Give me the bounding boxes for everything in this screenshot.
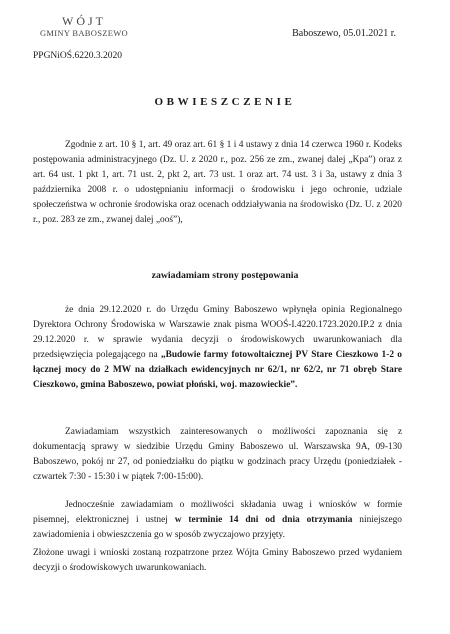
announcement-line: zawiadamiam strony postępowania	[151, 270, 299, 281]
place-and-date: Baboszewo, 05.01.2021 r.	[292, 28, 396, 39]
comments-text-end: niniejszego zawiadomienia i obwieszczenia go w sposób zwyczajowo przyjęty.	[33, 515, 402, 540]
legal-basis-paragraph: Zgodnie z art. 10 § 1, art. 49 oraz art. 61 § 1 i 4 ustawy z dnia 14 czerwca 1960 r. Kodeks postępowania administracyjnego (Dz. U. z 2020 r., poz. 256 ze zm., zwanej dalej „Kpa”) oraz z art. 64 ust. 1 pkt 1, art. 71 ust. 2, pkt 2, art. 73 ust. 1 oraz art. 74 ust. 3 i 3a, ustawy z dnia 3 października 2008 r. o udostępnianiu informacji o środowisku i jego ochronie, udziale społeczeństwa w ochronie środowiska oraz ocenach oddziaływania na środowisko (Dz. U. z 2020 r., poz. 283 ze zm., zwanej dalej „ooś”),	[33, 140, 402, 225]
review-paragraph: Złożone uwagi i wnioski zostaną rozpatrzone przez Wójta Gminy Baboszewo przed wydaniem decyzji o środowiskowych uwarunkowaniach.	[33, 548, 402, 573]
document-title: OBWIESZCZENIE	[154, 96, 296, 108]
comments-text: Jednocześnie zawiadamiam o możliwości składania uwag i wniosków w formie pisemnej, elektronicznej i ustnej	[33, 500, 402, 525]
reference-number: PPGNiOŚ.6220.3.2020	[33, 51, 122, 61]
issuer-municipality: GMINY BABOSZEWO	[39, 28, 128, 38]
issuer-title: WÓJT	[62, 14, 106, 28]
deadline-text: w terminie 14 dni od dnia otrzymania	[174, 515, 353, 525]
comments-deadline-paragraph	[33, 498, 402, 543]
opinion-paragraph	[33, 303, 402, 393]
project-name: „Budowie farmy fotowoltaicznej PV Stare Cieszkowo 1-2 o łącznej mocy do 2 MW na działkach ewidencyjnych nr 62/1, nr 62/2, nr 71 obręb Stare Cieszkowo, gmina Baboszewo, powiat płoński, woj. mazowieckie”	[33, 350, 402, 390]
documentation-access-paragraph: Zawiadamiam wszystkich zainteresowanych o możliwości zapoznania się z dokumentacją sprawy w siedzibie Urzędu Gminy Baboszewo ul. Warszawska 9A, 09-130 Baboszewo, pokój nr 27, od poniedziałku do piątku w godzinach pracy Urzędu (poniedziałek - czwartek 7:30 - 15:30 i w piątek 7:00-15:00).	[33, 427, 402, 482]
opinion-text: że dnia 29.12.2020 r. do Urzędu Gminy Baboszewo wpłynęła opinia Regionalnego Dyrektora Ochrony Środowiska w Warszawie znak pisma WOOŚ-I.4220.1723.2020.IP.2 z dnia 29.12.2020 r. w sprawie wydania decyzji o środowiskowych uwarunkowaniach dla przedsięwzięcia polegającego na	[33, 305, 402, 360]
project-name-end: .	[294, 380, 298, 390]
